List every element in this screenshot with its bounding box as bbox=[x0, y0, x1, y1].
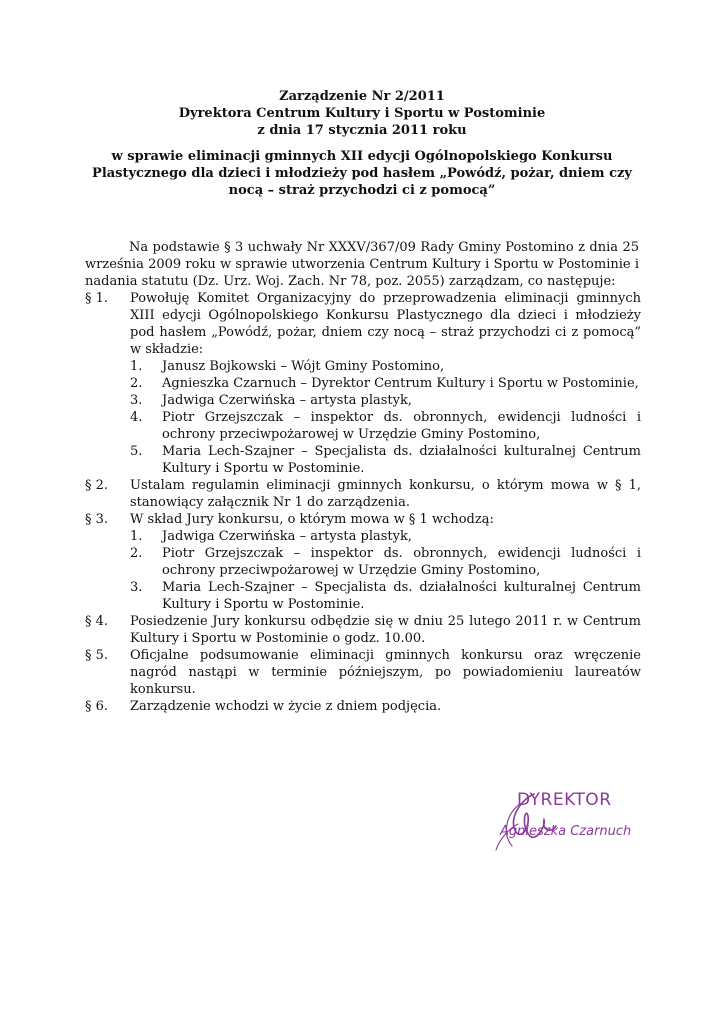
header-line-2: Dyrektora Centrum Kultury i Sportu w Postominie bbox=[178, 106, 546, 121]
subject-line-3: nocą – straż przychodzi ci z pomocą” bbox=[228, 183, 496, 198]
list-item-text: Jadwiga Czerwińska – artysta plastyk, bbox=[162, 393, 412, 408]
list-item-number: 1. bbox=[130, 359, 143, 374]
list-item-text: Agnieszka Czarnuch – Dyrektor Centrum Kultury i Sportu w Postominie, bbox=[162, 376, 639, 391]
paragraph-3 bbox=[85, 511, 641, 613]
list-item-text: Maria Lech-Szajner – Specjalista ds. działalności kulturalnej Centrum Kultury i Sportu w Postominie. bbox=[162, 444, 641, 476]
list-item bbox=[130, 443, 641, 477]
director-signature-stamp bbox=[490, 786, 650, 856]
paragraph-text: Posiedzenie Jury konkursu odbędzie się w dniu 25 lutego 2011 r. w Centrum Kultury i Sportu w Postominie o godz. 10.00. bbox=[130, 614, 641, 646]
list-item bbox=[130, 375, 641, 392]
list-item-text: Jadwiga Czerwińska – artysta plastyk, bbox=[162, 529, 412, 544]
signature-name: Agnieszka Czarnuch bbox=[500, 824, 632, 839]
list-item-number: 1. bbox=[130, 529, 143, 544]
list-item-text: Piotr Grzejszczak – inspektor ds. obronnych, ewidencji ludności i ochrony przeciwpożarowej w Urzędzie Gminy Postomino, bbox=[162, 546, 641, 578]
subject-line-2: Plastycznego dla dzieci i młodzieży pod hasłem „Powódź, pożar, dniem czy bbox=[92, 166, 632, 181]
paragraph-text: W skład Jury konkursu, o którym mowa w § 1 wchodzą: bbox=[130, 512, 494, 527]
list-item-number: 3. bbox=[130, 393, 143, 408]
paragraph-6 bbox=[85, 698, 641, 715]
legal-basis-paragraph bbox=[85, 239, 639, 290]
paragraph-text: Oficjalne podsumowanie eliminacji gminnych konkursu oraz wręczenie nagród nastąpi w terminie późniejszym, po powiadomieniu laureatów konkursu. bbox=[130, 648, 641, 697]
list-item bbox=[130, 392, 641, 409]
list-item bbox=[130, 528, 641, 545]
paragraph-number: § 5. bbox=[85, 648, 109, 663]
paragraph-number: § 4. bbox=[85, 614, 109, 629]
paragraph-text: Ustalam regulamin eliminacji gminnych konkursu, o którym mowa w § 1, stanowiący załącznik Nr 1 do zarządzenia. bbox=[130, 478, 641, 510]
list-item bbox=[130, 409, 641, 443]
list-item-number: 2. bbox=[130, 376, 143, 391]
paragraph-number: § 1. bbox=[85, 291, 109, 306]
paragraph-1 bbox=[85, 290, 641, 477]
list-item-number: 2. bbox=[130, 546, 143, 561]
list-item bbox=[130, 358, 641, 375]
paragraph-number: § 2. bbox=[85, 478, 109, 493]
paragraph-4 bbox=[85, 613, 641, 647]
list-item bbox=[130, 579, 641, 613]
subject-line-1: w sprawie eliminacji gminnych XII edycji Ogólnopolskiego Konkursu bbox=[111, 149, 613, 164]
list-item-text: Maria Lech-Szajner – Specjalista ds. działalności kulturalnej Centrum Kultury i Sportu w Postominie. bbox=[162, 580, 641, 612]
paragraph-5 bbox=[85, 647, 641, 698]
list-item-number: 4. bbox=[130, 410, 143, 425]
header-line-1: Zarządzenie Nr 2/2011 bbox=[279, 89, 445, 104]
list-item-number: 5. bbox=[130, 444, 143, 459]
paragraph-text: Powołuję Komitet Organizacyjny do przeprowadzenia eliminacji gminnych XIII edycji Ogólnopolskiego Konkursu Plastycznego dla dzieci i młodzieży pod hasłem „Powódź, pożar, dniem czy nocą – straż przychodzi ci z pomocą” w składzie: bbox=[130, 291, 641, 357]
signature-title: DYREKTOR bbox=[517, 790, 612, 810]
list-item-text: Piotr Grzejszczak – inspektor ds. obronnych, ewidencji ludności i ochrony przeciwpożarowej w Urzędzie Gminy Postomino, bbox=[162, 410, 641, 442]
document-subject bbox=[0, 148, 724, 199]
paragraph-number: § 6. bbox=[85, 699, 109, 714]
paragraph-list bbox=[85, 290, 641, 715]
paragraph-text: Zarządzenie wchodzi w życie z dniem podjęcia. bbox=[130, 699, 442, 714]
list-item bbox=[130, 545, 641, 579]
intro-text: Na podstawie § 3 uchwały Nr XXXV/367/09 Rady Gminy Postomino z dnia 25 września 2009 roku w sprawie utworzenia Centrum Kultury i Sportu w Postominie i nadania statutu (Dz. Urz. Woj. Zach. Nr 78, poz. 2055) zarządzam, co następuje: bbox=[85, 240, 639, 289]
document-header bbox=[0, 88, 724, 139]
list-item-number: 3. bbox=[130, 580, 143, 595]
paragraph-number: § 3. bbox=[85, 512, 109, 527]
header-line-3: z dnia 17 stycznia 2011 roku bbox=[257, 123, 467, 138]
list-item-text: Janusz Bojkowski – Wójt Gminy Postomino, bbox=[162, 359, 445, 374]
paragraph-2 bbox=[85, 477, 641, 511]
